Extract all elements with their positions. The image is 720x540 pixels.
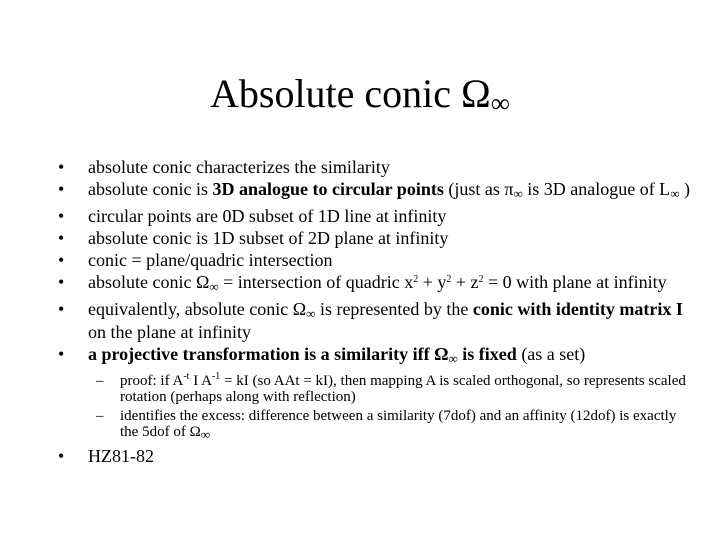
bullet-text: (just as π [443,179,514,199]
sub-bullet-item [88,373,698,405]
bullet-text: conic = plane/quadric intersection [88,250,333,270]
bullet-text: (as a set) [516,344,586,364]
exponent: -t [183,371,190,382]
bullet-item [58,158,698,176]
bullet-item [58,251,698,269]
bullet-item [58,229,698,247]
bullet-emphasis: a projective transformation is a similarity iff Ω [88,344,449,364]
bullet-text: absolute conic Ω [88,272,210,292]
bullet-list [58,158,698,469]
bullet-text: circular points are 0D subset of 1D line at infinity [88,206,447,226]
infinity-subscript: ∞ [209,279,219,294]
bullet-text: absolute conic characterizes the similarity [88,157,390,177]
bullet-text: absolute conic is 1D subset of 2D plane at infinity [88,228,449,248]
bullet-text: HZ81-82 [88,446,154,466]
infinity-subscript: ∞ [306,306,316,321]
exponent: -1 [211,371,221,382]
bullet-text: + y [418,272,447,292]
sub-bullet-text: I A [189,373,212,389]
exponent: 2 [413,274,419,285]
bullet-text: ) [679,179,690,199]
bullet-text: is represented by the [315,299,473,319]
infinity-subscript: ∞ [513,186,523,201]
exponent: 2 [478,274,484,285]
title-subscript: ∞ [490,88,511,118]
sub-bullet-text: proof: if A [120,373,184,389]
bullet-item [58,207,698,225]
sub-bullet-list [88,373,698,443]
bullet-emphasis: conic with identity matrix I [472,299,683,319]
sub-bullet-item [88,408,698,443]
sub-bullet-text: identifies the excess: difference between a similarity (7dof) and an affinity (12dof) is exactly the 5dof of Ω [120,408,677,440]
bullet-item [58,300,698,341]
infinity-subscript: ∞ [670,186,680,201]
bullet-item [58,447,698,465]
bullet-text: absolute conic is [88,179,213,199]
bullet-text: on the plane at infinity [88,322,251,342]
slide-title [0,70,720,127]
bullet-item [58,180,698,203]
bullet-emphasis: 3D analogue to circular points [212,179,444,199]
infinity-subscript: ∞ [200,427,210,442]
bullet-text: = 0 with plane at infinity [483,272,667,292]
slide-title-text: Absolute conic Ω [209,71,491,116]
sub-bullet-text: = kI (so AAt = kI), then mapping A is scaled orthogonal, so represents scaled rotation (perhaps along with reflection) [120,373,686,405]
bullet-text: equivalently, absolute conic Ω [88,299,307,319]
bullet-text: + z [451,272,479,292]
bullet-emphasis: is fixed [457,344,517,364]
bullet-item [58,345,698,443]
bullet-text: is 3D analogue of L [522,179,671,199]
infinity-subscript: ∞ [448,351,458,366]
exponent: 2 [446,274,452,285]
bullet-text: = intersection of quadric x [218,272,414,292]
bullet-item [58,273,698,296]
